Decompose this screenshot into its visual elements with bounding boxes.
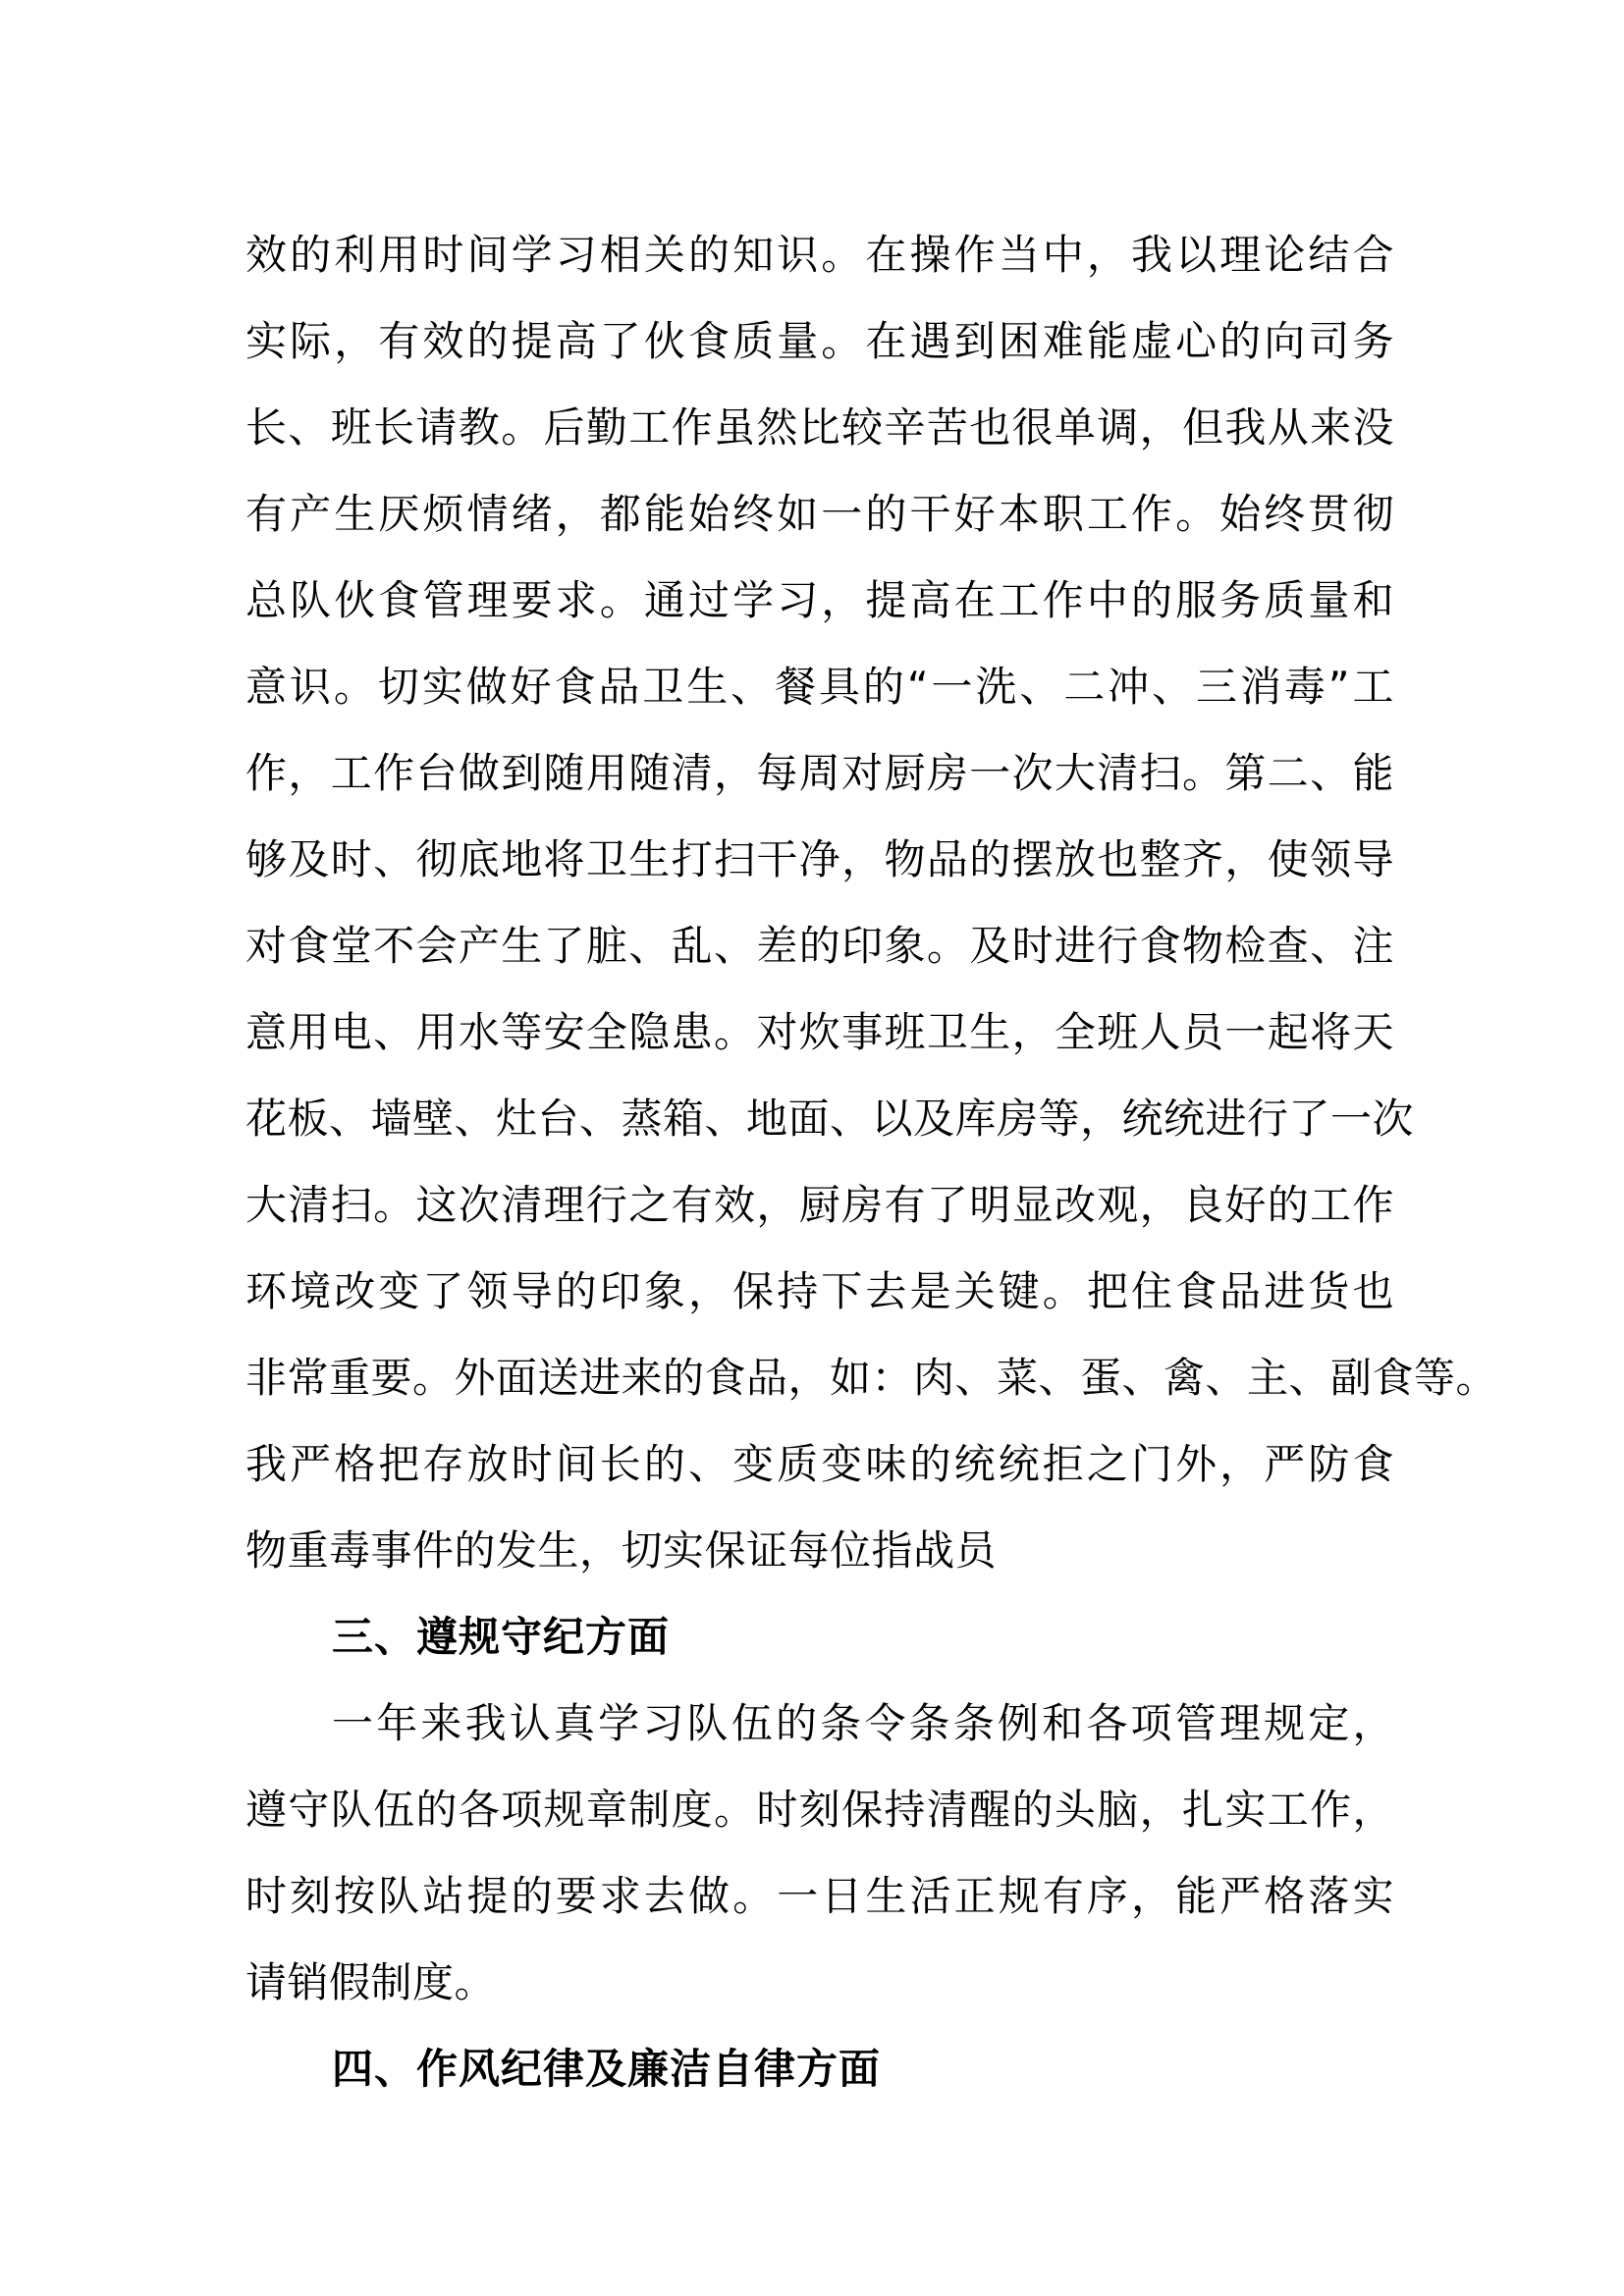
text-line: 有产生厌烦情绪，都能始终如一的干好本职工作。始终贯彻 <box>245 490 1394 538</box>
text-line: 非常重要。外面送进来的食品，如：肉、菜、蛋、禽、主、副食等。 <box>245 1354 1498 1402</box>
text-line: 时刻按队站提的要求去做。一日生活正规有序，能严格落实 <box>245 1872 1394 1920</box>
text-line: 长、班长请教。后勤工作虽然比较辛苦也很单调，但我从来没 <box>245 403 1394 452</box>
text-line: 意识。切实做好食品卫生、餐具的“一洗、二冲、三消毒”工 <box>245 663 1394 711</box>
text-line: 作，工作台做到随用随清，每周对厨房一次大清扫。第二、能 <box>245 749 1394 797</box>
section-heading-integrity: 四、作风纪律及廉洁自律方面 <box>332 2045 882 2093</box>
text-line: 大清扫。这次清理行之有效，厨房有了明显改观，良好的工作 <box>245 1181 1394 1229</box>
text-line: 我严格把存放时间长的、变质变味的统统拒之门外，严防食 <box>245 1440 1394 1488</box>
text-line: 够及时、彻底地将卫生打扫干净，物品的摆放也整齐，使领导 <box>245 835 1394 883</box>
section-heading-discipline: 三、遵规守纪方面 <box>332 1613 671 1661</box>
text-line: 总队伙食管理要求。通过学习，提高在工作中的服务质量和 <box>245 576 1394 624</box>
text-line: 花板、墙壁、灶台、蒸箱、地面、以及库房等，统统进行了一次 <box>245 1095 1415 1143</box>
text-line: 请销假制度。 <box>245 1958 497 2006</box>
text-line: 一年来我认真学习队伍的条令条条例和各项管理规定， <box>332 1699 1394 1747</box>
paragraph-discipline <box>245 1681 1394 2026</box>
text-line: 遵守队伍的各项规章制度。时刻保持清醒的头脑，扎实工作， <box>245 1786 1394 1834</box>
text-line: 效的利用时间学习相关的知识。在操作当中，我以理论结合 <box>245 231 1394 279</box>
text-line: 物重毒事件的发生，切实保证每位指战员 <box>245 1526 998 1575</box>
text-line: 环境改变了领导的印象，保持下去是关键。把住食品进货也 <box>245 1267 1394 1315</box>
paragraph-work-quality <box>245 212 1498 1594</box>
text-line: 对食堂不会产生了脏、乱、差的印象。及时进行食物检查、注 <box>245 922 1394 970</box>
body-text <box>245 212 1498 2112</box>
text-line: 实际，有效的提高了伙食质量。在遇到困难能虚心的向司务 <box>245 317 1394 365</box>
text-line: 意用电、用水等安全隐患。对炊事班卫生，全班人员一起将天 <box>245 1008 1394 1056</box>
